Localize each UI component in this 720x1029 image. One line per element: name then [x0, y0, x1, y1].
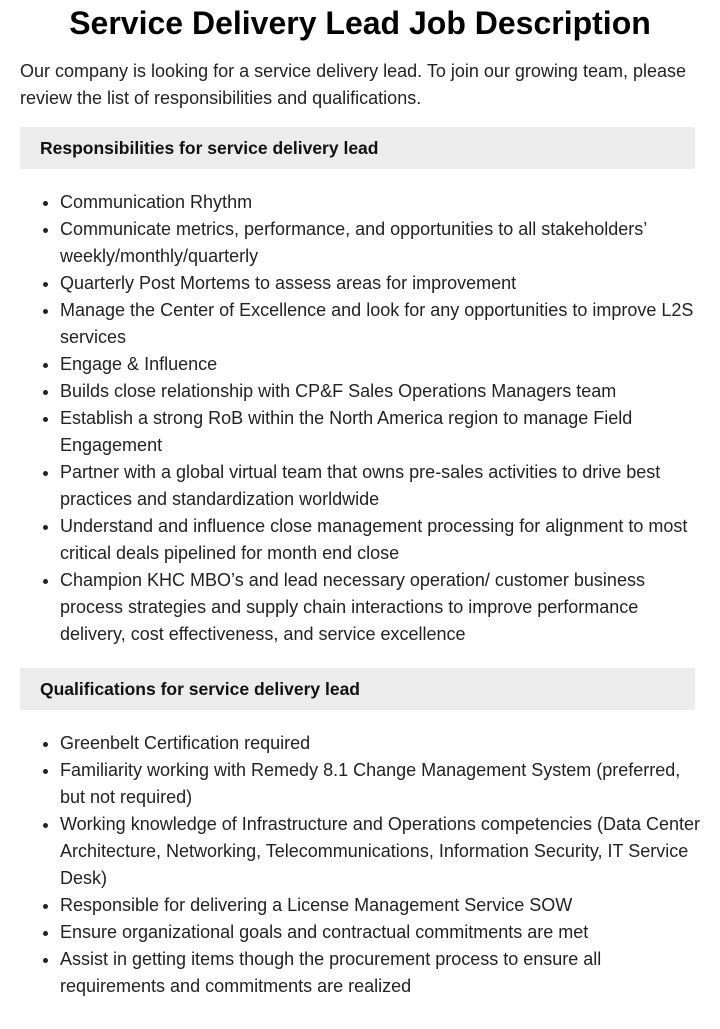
list-item: • Partner with a global virtual team that owns pre-sales activities to drive best practices and standardization worldwide	[60, 459, 700, 513]
page-title: Service Delivery Lead Job Description	[69, 5, 651, 41]
list-item: • Greenbelt Certification required	[60, 730, 700, 757]
intro-text: Our company is looking for a service delivery lead. To join our growing team, please review the list of responsibilities and qualifications.	[20, 61, 686, 108]
list-item: • Champion KHC MBO’s and lead necessary operation/ customer business process strategies and supply chain interactions to improve performance delivery, cost effectiveness, and service excellence	[60, 567, 700, 648]
responsibilities-section	[0, 127, 720, 648]
qualifications-section	[0, 668, 720, 1000]
qualifications-list	[20, 730, 700, 1000]
qualifications-heading: Qualifications for service delivery lead	[20, 668, 695, 710]
list-item: • Builds close relationship with CP&F Sales Operations Managers team	[60, 378, 700, 405]
list-item: • Working knowledge of Infrastructure and Operations competencies (Data Center Architecture, Networking, Telecommunications, Information Security, IT Service Desk)	[60, 811, 700, 892]
list-item: • Establish a strong RoB within the North America region to manage Field Engagement	[60, 405, 700, 459]
list-item: • Communicate metrics, performance, and opportunities to all stakeholders’ weekly/monthly/quarterly	[60, 216, 700, 270]
list-item: • Manage the Center of Excellence and look for any opportunities to improve L2S services	[60, 297, 700, 351]
list-item: • Understand and influence close management processing for alignment to most critical deals pipelined for month end close	[60, 513, 700, 567]
list-item: • Responsible for delivering a License Management Service SOW	[60, 892, 700, 919]
list-item: • Familiarity working with Remedy 8.1 Change Management System (preferred, but not required)	[60, 757, 700, 811]
responsibilities-list	[20, 189, 700, 648]
responsibilities-heading: Responsibilities for service delivery lead	[20, 127, 695, 169]
list-item: • Quarterly Post Mortems to assess areas for improvement	[60, 270, 700, 297]
list-item: • Engage & Influence	[60, 351, 700, 378]
list-item: • Communication Rhythm	[60, 189, 700, 216]
list-item: • Ensure organizational goals and contractual commitments are met	[60, 919, 700, 946]
list-item: • Assist in getting items though the procurement process to ensure all requirements and commitments are realized	[60, 946, 700, 1000]
